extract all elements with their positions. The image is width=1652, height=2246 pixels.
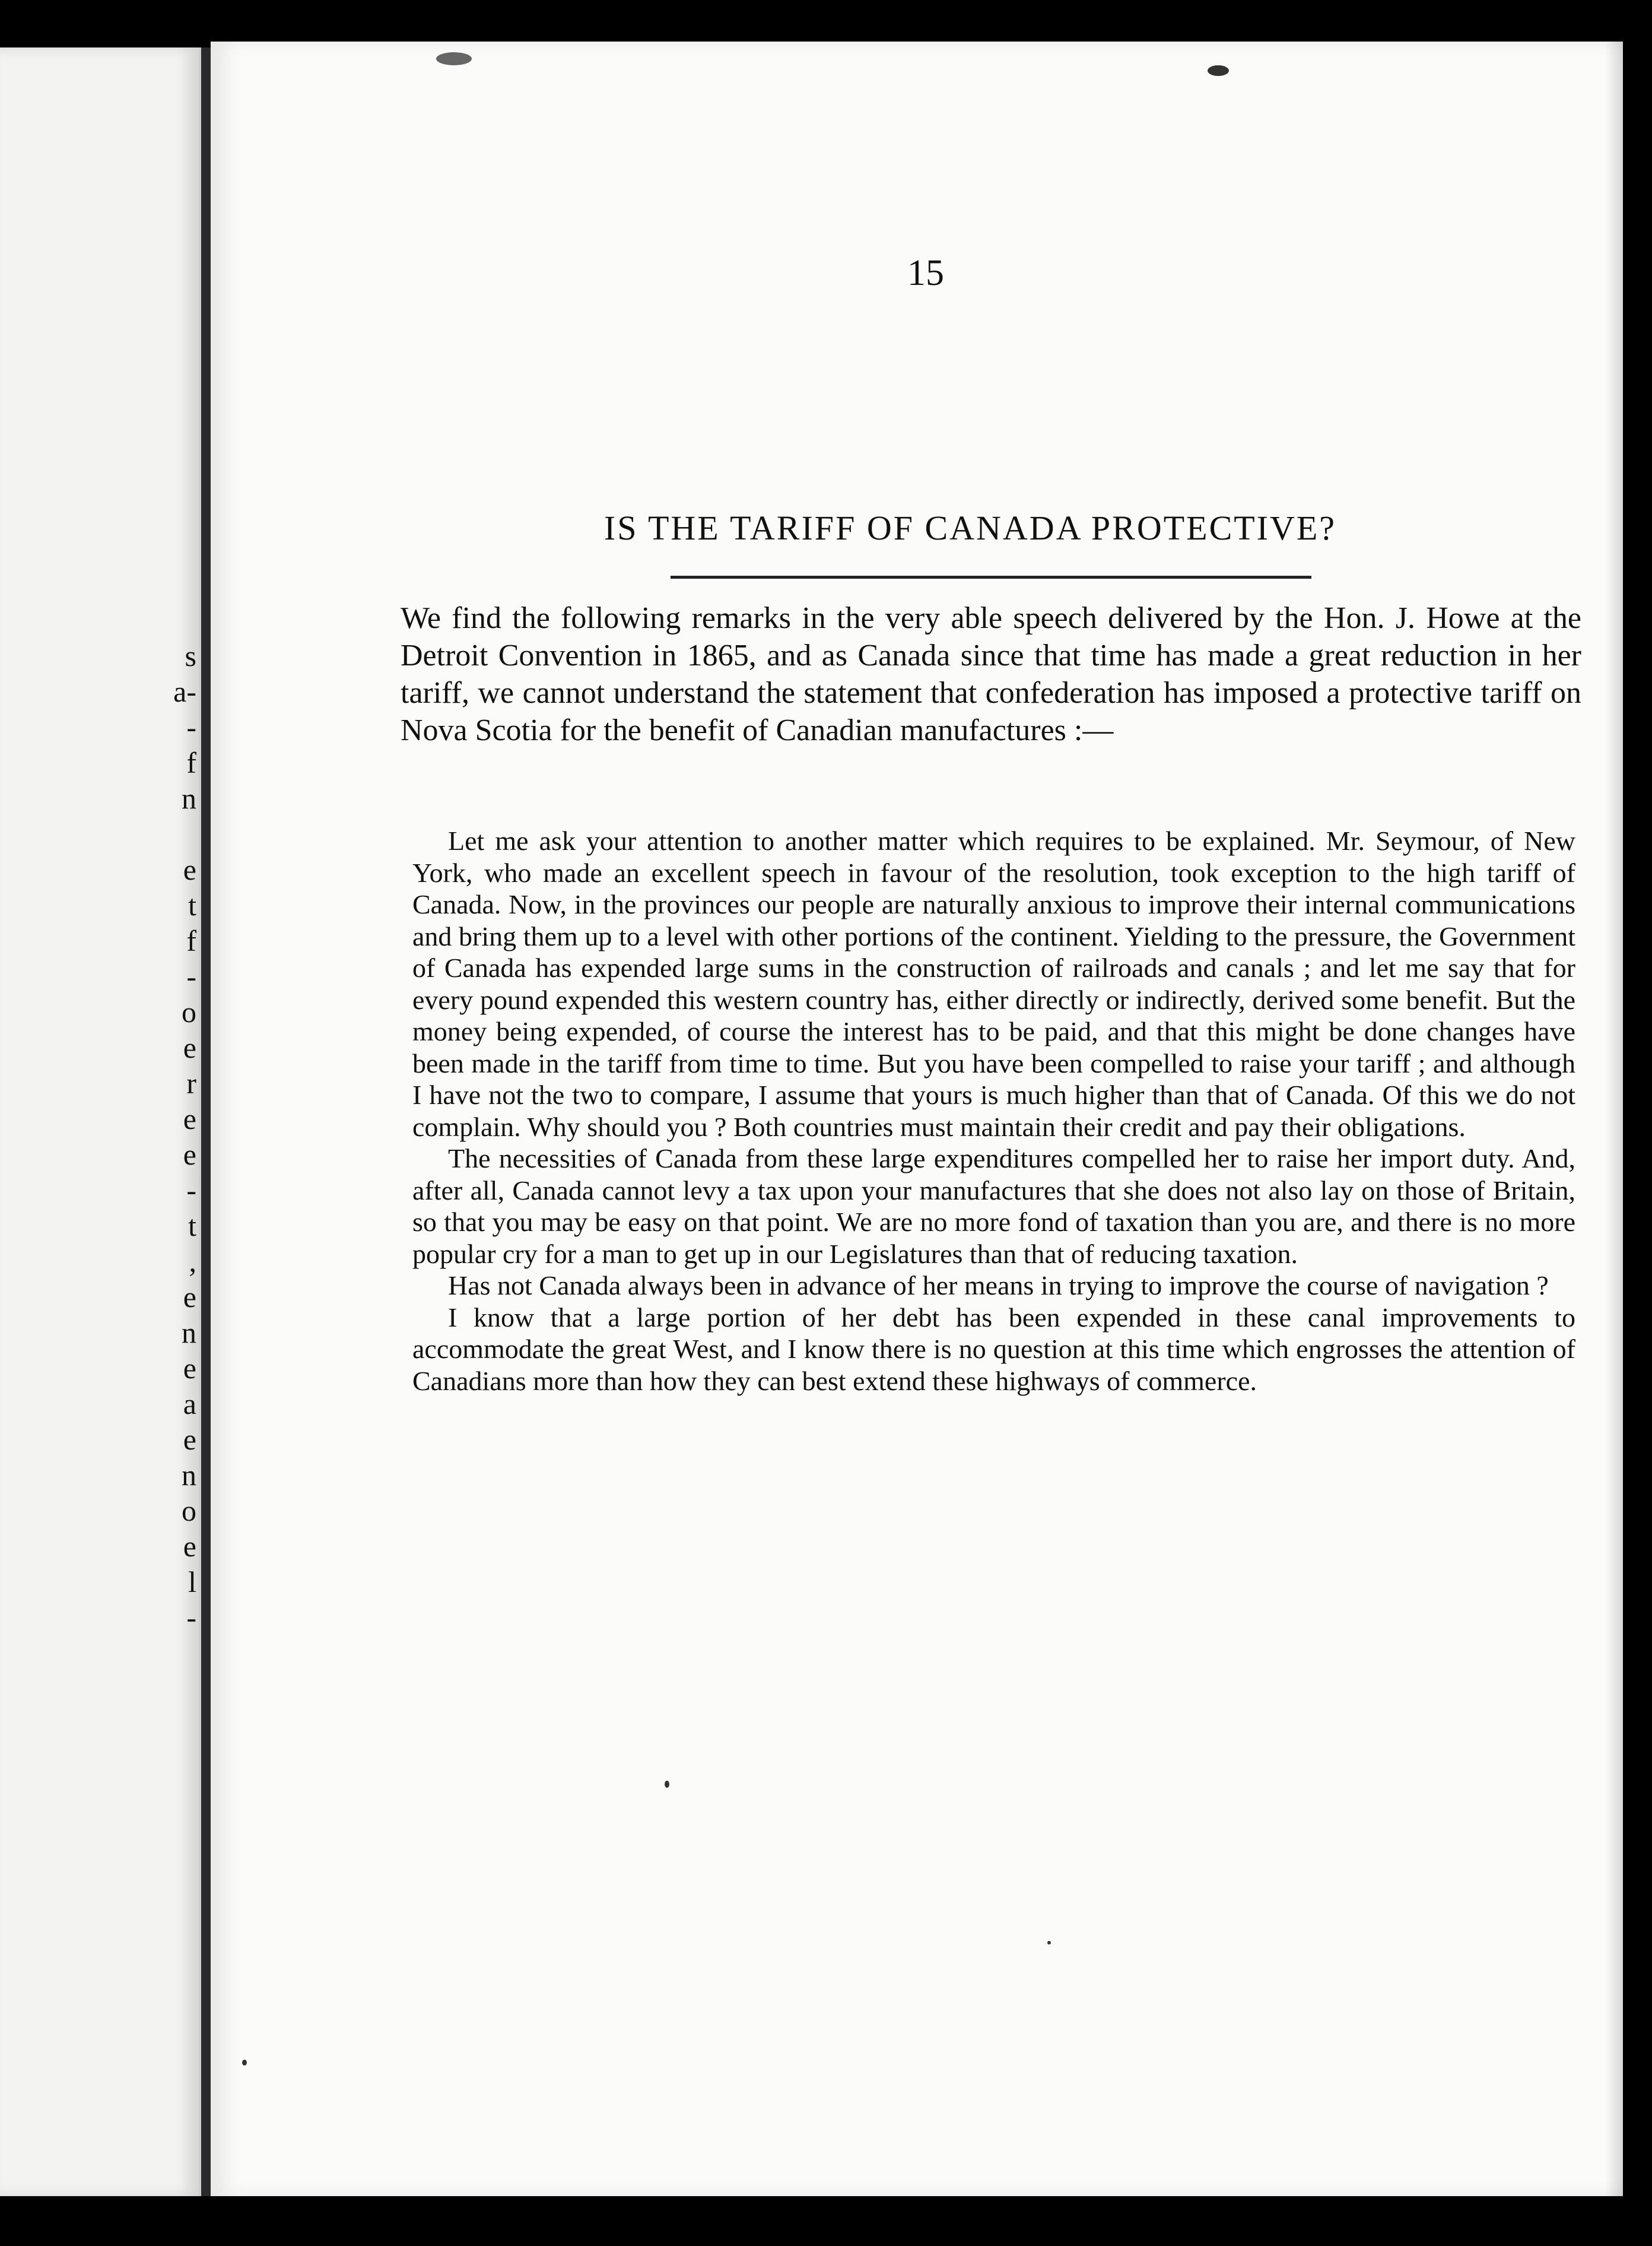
left-fragment: - [186, 1601, 196, 1634]
print-speck [1047, 1941, 1051, 1944]
quoted-speech [412, 825, 1575, 1397]
quote-paragraph: Let me ask your attention to another matter which requires to be explained. Mr. Seymour, of New York, who made an excellent speech in favour of the resolution, took exception to the high tariff of Canada. Now, in the provinces our people are naturally anxious to improve their internal communications and bring them up to a level with other portions of the continent. Yielding to the pressure, the Government of Canada has expended large sums in the construction of railroads and canals ; and let me say that for every pound expended this western country has, either directly or indirectly, derived some benefit. But the money being expended, of course the interest has to be paid, and that this might be done changes have been made in the tariff from time to time. But you have been compelled to raise your tariff ; and although I have not the two to compare, I assume that yours is much higher than that of Canada. Of this we do not complain. Why should you ? Both countries must maintain their credit and pay their obligations. [412, 826, 1575, 1142]
page-edge-shadow [1605, 42, 1623, 2196]
print-speck [242, 2060, 247, 2066]
left-fragment: r [186, 1067, 196, 1100]
left-fragment: e [183, 1280, 196, 1314]
left-page [0, 47, 201, 2196]
left-fragment: s [185, 639, 196, 672]
left-fragment: e [183, 1423, 196, 1456]
left-fragment: o [182, 1494, 196, 1527]
quote-paragraph: I know that a large portion of her debt has been expended in these canal improvements to accommodate the great West, and I know there is no question at this time which engrosses the attention of Canadians more than how they can best extend these highways of commerce. [412, 1302, 1575, 1396]
print-speck [1208, 65, 1229, 76]
left-page-text-fragments [173, 638, 196, 1635]
quote-paragraph: The necessities of Canada from these large expenditures compelled her to raise her import duty. And, after all, Canada cannot levy a tax upon your manufactures that she does not also lay on those of Britain, so that you may be easy on that point. We are no more fond of taxation than you are, and there is no more popular cry for a man to get up in our Legislatures than that of reducing taxation. [412, 1143, 1575, 1269]
heading-rule [671, 576, 1311, 579]
left-fragment [173, 816, 196, 852]
section-heading: IS THE TARIFF OF CANADA PROTECTIVE? [603, 509, 1337, 547]
quote-paragraph: Has not Canada always been in advance of her means in trying to improve the course of navigation ? [448, 1270, 1549, 1300]
left-fragment: - [186, 960, 196, 993]
left-fragment: e [183, 1352, 196, 1385]
left-fragment: e [183, 853, 196, 886]
left-fragment: a [183, 1387, 196, 1420]
left-fragment: a- [173, 675, 196, 708]
left-fragment: t [188, 1209, 196, 1242]
left-fragment: o [182, 995, 196, 1029]
left-fragment: e [183, 1102, 196, 1135]
left-fragment: f [186, 924, 196, 957]
book-gutter [201, 47, 211, 2196]
left-fragment: e [183, 1031, 196, 1064]
left-fragment: n [182, 1316, 196, 1349]
right-page [211, 42, 1623, 2196]
page-number: 15 [907, 253, 944, 293]
left-fragment: f [186, 746, 196, 779]
left-fragment: e [183, 1530, 196, 1563]
left-fragment: n [182, 1458, 196, 1492]
left-fragment: n [182, 782, 196, 815]
left-fragment: l [188, 1565, 196, 1598]
left-fragment: e [183, 1138, 196, 1171]
intro-paragraph: We find the following remarks in the very able speech delivered by the Hon. J. Howe at the Detroit Convention in 1865, and as Canada since that time has made a great reduction in her tariff, we cannot understand the statement that confederation has imposed a protective tariff on Nova Scotia for the benefit of Canadian manufactures :— [401, 601, 1581, 747]
left-fragment: t [188, 889, 196, 922]
left-fragment: - [186, 1173, 196, 1207]
left-fragment: - [186, 710, 196, 744]
print-speck [665, 1781, 669, 1788]
print-speck [436, 52, 472, 65]
left-fragment: , [189, 1245, 196, 1278]
